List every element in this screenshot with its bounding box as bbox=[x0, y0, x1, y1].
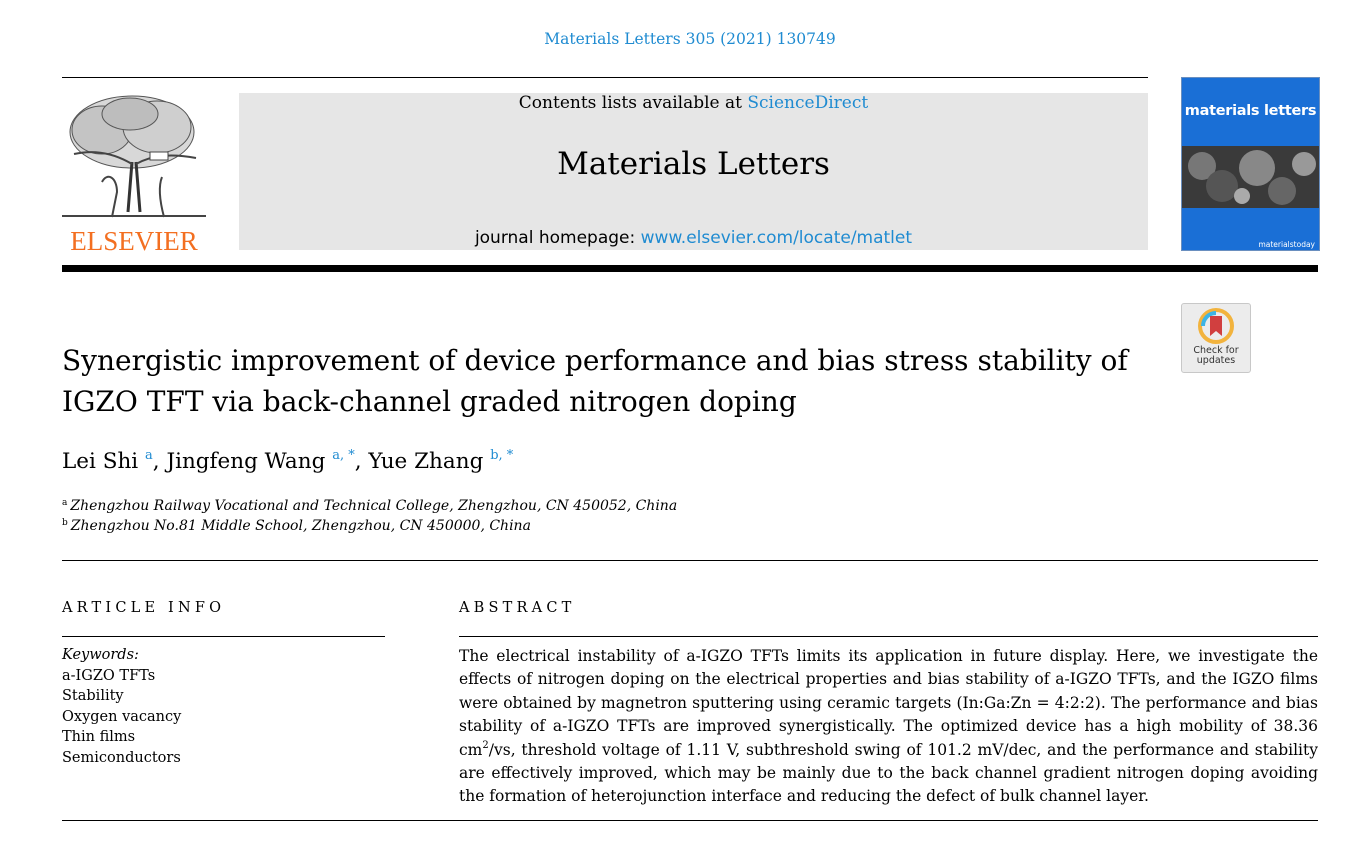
author-name[interactable]: Jingfeng Wang bbox=[166, 449, 326, 474]
affiliation-marker[interactable]: a bbox=[145, 448, 153, 463]
homepage-prefix: journal homepage: bbox=[474, 228, 641, 248]
journal-cover[interactable] bbox=[1181, 77, 1320, 251]
author-name[interactable]: Yue Zhang bbox=[368, 449, 484, 474]
abstract-rule bbox=[459, 636, 1318, 637]
keyword-item: Oxygen vacancy bbox=[62, 708, 182, 725]
keyword-item: Stability bbox=[62, 688, 124, 705]
abstract-heading: ABSTRACT bbox=[459, 600, 576, 616]
top-divider bbox=[62, 77, 1148, 78]
article-info-rule bbox=[62, 636, 385, 637]
affiliation-marker[interactable]: a, * bbox=[332, 448, 355, 463]
header-thick-divider bbox=[62, 265, 1318, 272]
article-title bbox=[62, 340, 1162, 422]
cover-footer: materialstoday bbox=[1258, 240, 1315, 249]
cover-micrograph bbox=[1182, 146, 1319, 208]
check-for-updates-button[interactable] bbox=[1181, 303, 1251, 373]
keyword-item: Semiconductors bbox=[62, 749, 181, 766]
homepage-line bbox=[239, 228, 1148, 248]
author-list: Lei Shi $^a$, Jingfeng Wang $^{a, *}$, Yue Zhang $^{b, *}$ bbox=[62, 448, 514, 474]
contents-prefix: Contents lists available at bbox=[518, 93, 748, 113]
abstract-text: The electrical instability of a-IGZO TFTs limits its application in future display. Here, we investigate the effects of nitrogen doping on the electrical properties and bias stability of a-IGZO TFTs, and the IGZO films were obtained by magnetron sputtering using ceramic targets (In:Ga:Zn = 4:2:2). The performance and bias stability of a-IGZO TFTs are improved synergistically. The optimized device has a high mobility of 38.36 $cm^2/vs$, threshold voltage of 1.11 V, subthreshold swing of 101.2 mV/dec, and the performance and stability are effectively improved, which may be mainly due to the back channel gradient nitrogen doping avoiding the formation of heterojunction interface and reducing the defect of bulk channel layer. bbox=[459, 647, 1318, 806]
affiliation-b: $^b$ Zhengzhou No.81 Middle School, Zhengzhou, CN 450000, China bbox=[62, 518, 531, 534]
keyword-item: Thin films bbox=[62, 729, 136, 746]
article-info-heading: ARTICLE INFO bbox=[62, 600, 226, 616]
keywords-block bbox=[62, 645, 181, 769]
check-for-updates-label: Check for updates bbox=[1193, 345, 1239, 366]
contents-line bbox=[239, 93, 1148, 113]
bottom-divider bbox=[62, 820, 1318, 821]
sciencedirect-link[interactable]: ScienceDirect bbox=[747, 93, 869, 113]
title-line-2: IGZO TFT via back-channel graded nitrogen doping bbox=[62, 385, 797, 418]
author-name[interactable]: Lei Shi bbox=[62, 449, 139, 474]
cover-title: materials letters bbox=[1184, 103, 1317, 119]
section-divider bbox=[62, 560, 1318, 561]
journal-reference[interactable]: Materials Letters 305 (2021) 130749 bbox=[544, 30, 836, 48]
elsevier-wordmark: ELSEVIER bbox=[70, 226, 198, 256]
affiliation-a: $^a$ Zhengzhou Railway Vocational and Technical College, Zhengzhou, CN 450052, China bbox=[62, 498, 678, 514]
crossmark-icon bbox=[1198, 308, 1234, 344]
affiliation-marker[interactable]: b, * bbox=[490, 448, 514, 463]
homepage-link[interactable]: www.elsevier.com/locate/matlet bbox=[640, 228, 913, 248]
title-line-1: Synergistic improvement of device performance and bias stress stability of bbox=[62, 344, 1128, 377]
journal-name: Materials Letters bbox=[557, 146, 830, 182]
keywords-label: Keywords: bbox=[62, 647, 139, 663]
keyword-item: a-IGZO TFTs bbox=[62, 667, 156, 684]
